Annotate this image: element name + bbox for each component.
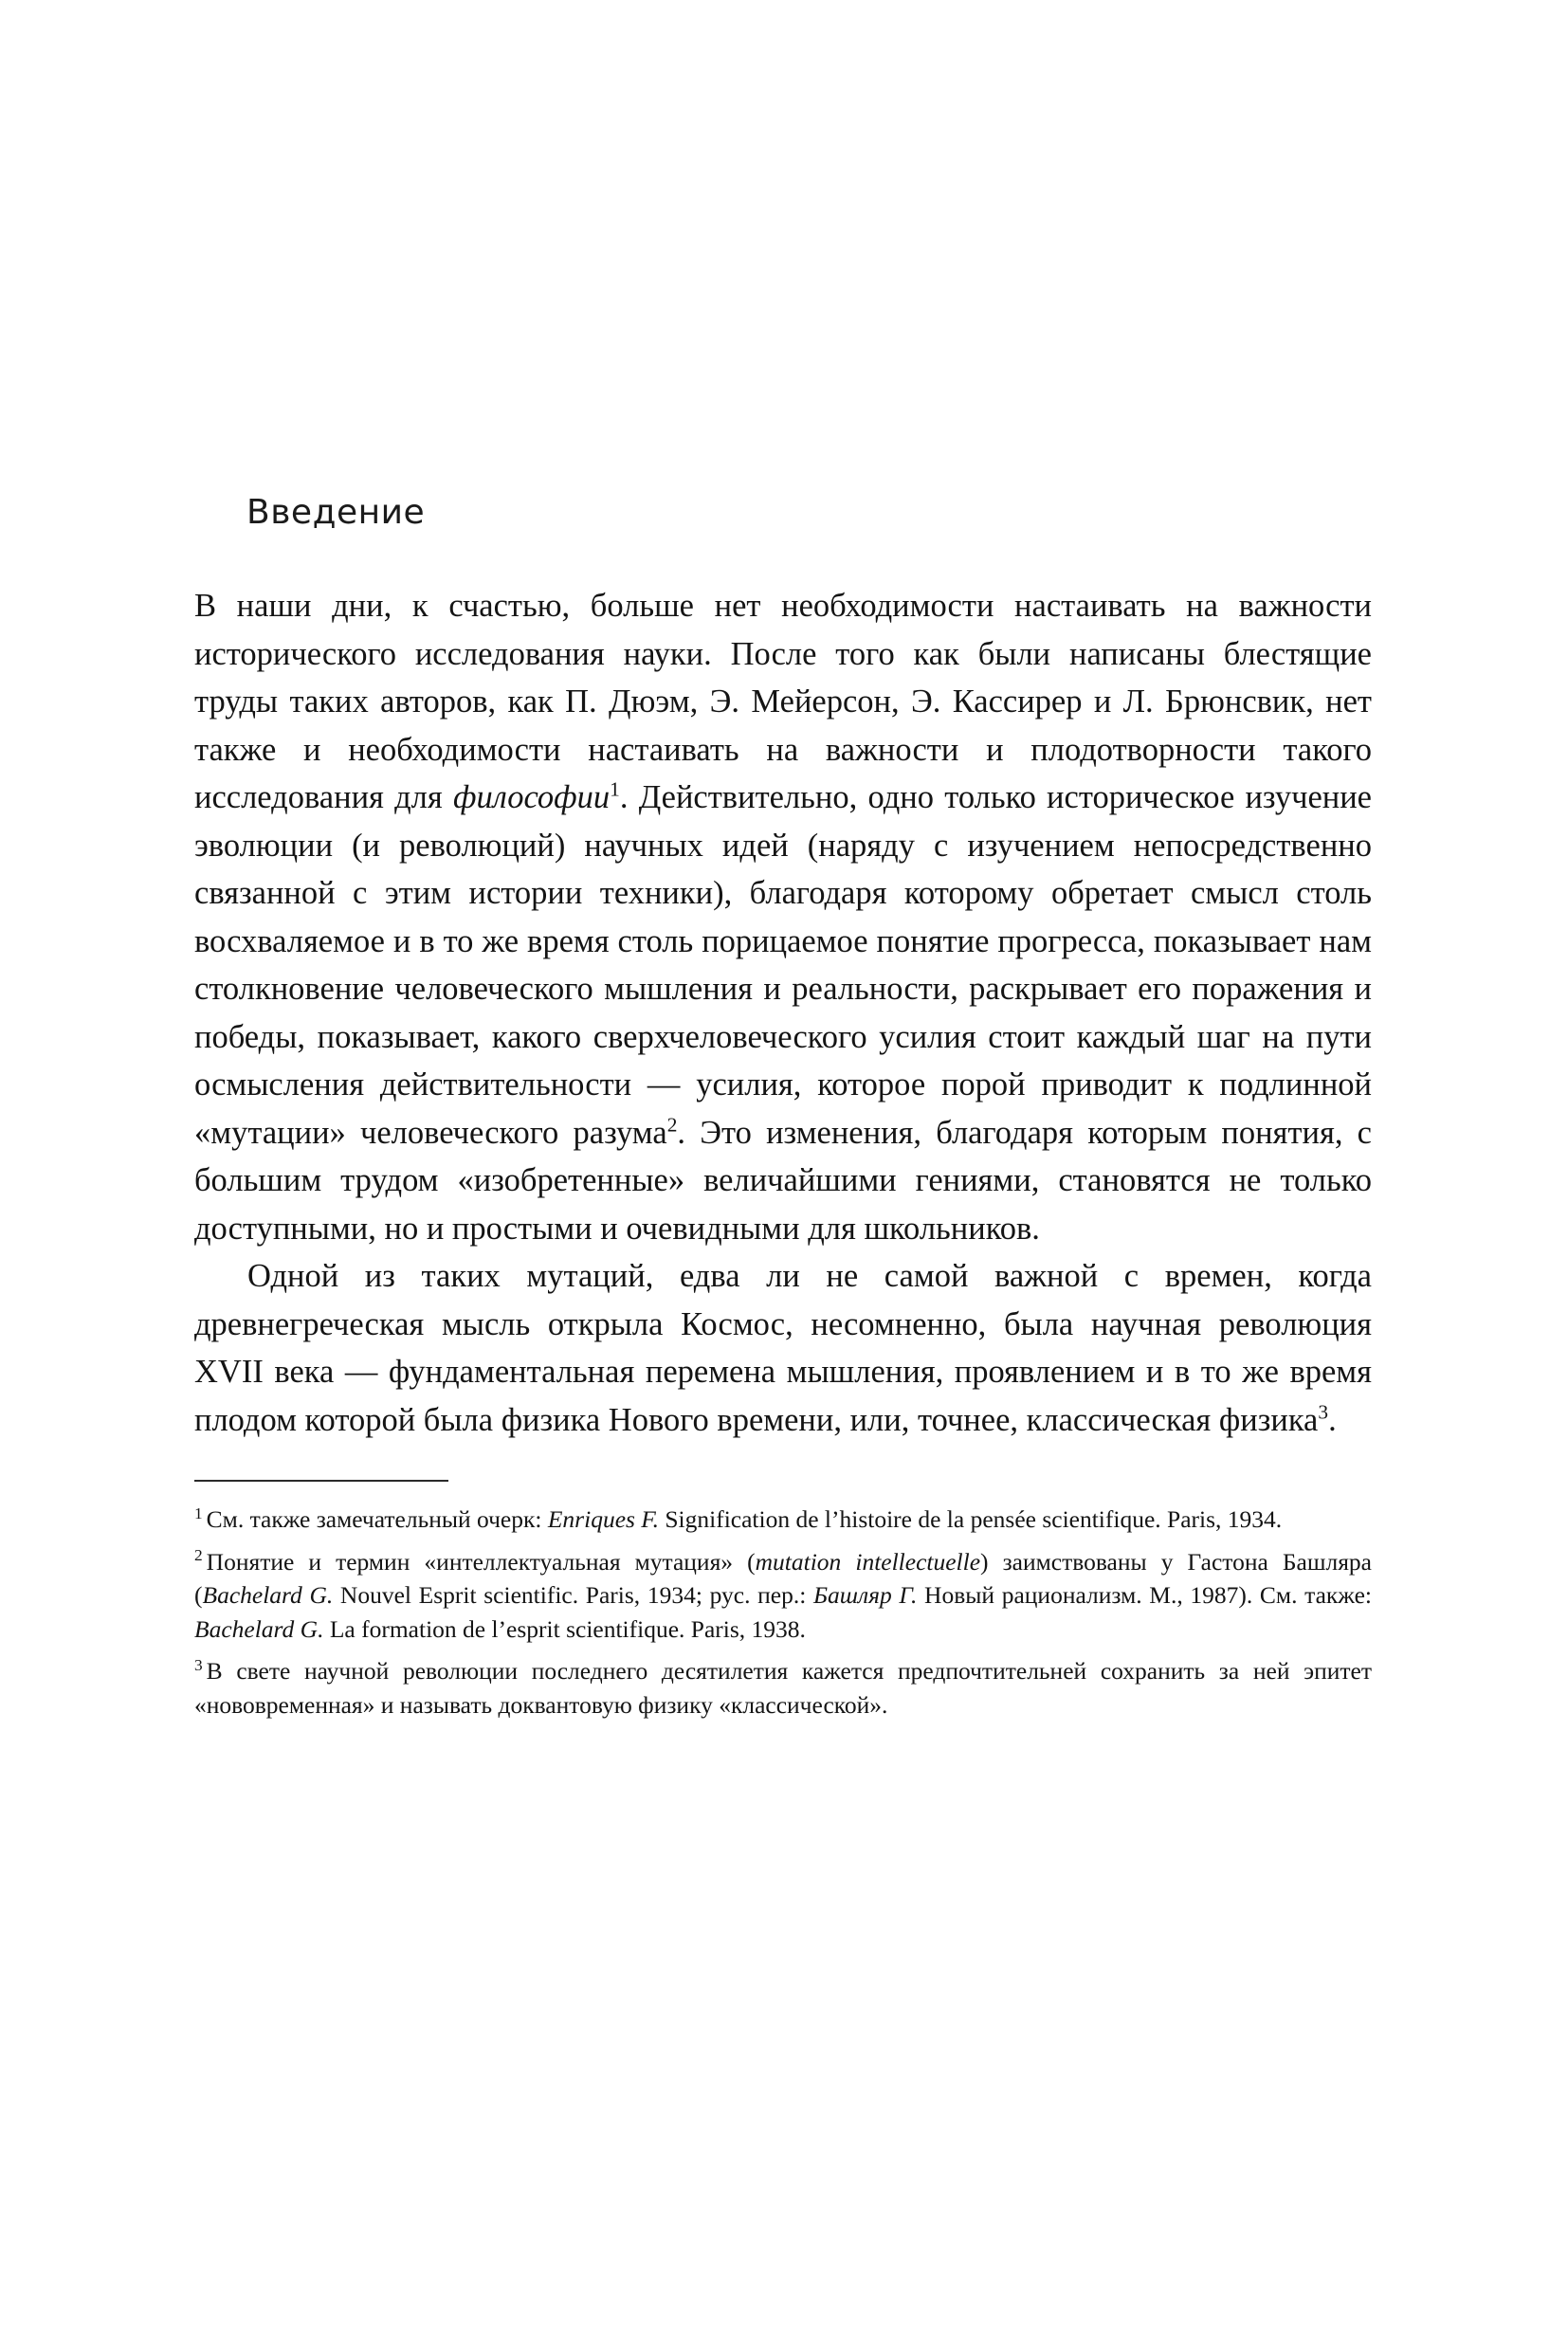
- text-run: Одной из таких мутаций, едва ли не самой важной с времен, когда древнегреческая мысль открыла Космос, несомненно, была научная революция XVII века — фундаментальная перемена мышления, проявлением и в то же время плодом которой была физика Нового времени, или, точнее, классическая физика: [194, 1258, 1372, 1438]
- text-run: .: [1328, 1401, 1337, 1438]
- body-paragraph: [194, 1252, 1372, 1444]
- text-run: Signification de l’histoire de la pensée scientifique. Paris, 1934.: [658, 1505, 1283, 1533]
- footnote-item: [194, 1503, 1372, 1537]
- footnote-reference[interactable]: 2: [666, 1113, 678, 1136]
- text-run: В свете научной революции последнего десятилетия кажется предпочтительней сохранить за ней эпитет «нововременная» и называть доквантовую физику «классической».: [194, 1657, 1372, 1719]
- text-run: Nouvel Esprit scientific. Paris, 1934; рус. пер.:: [333, 1581, 813, 1609]
- footnote-number: 2: [194, 1546, 203, 1564]
- text-run: La formation de l’esprit scientifique. Paris, 1938.: [323, 1614, 806, 1643]
- text-run: В наши дни, к счастью, больше нет необходимости настаивать на важности исторического исследования науки. После того как были написаны блестящие труды таких авторов, как П. Дюэм, Э. Мейерсон, Э. Кассирер и Л. Брюнсвик, нет также и необходимости настаивать на важности и плодотворности такого исследования для: [194, 588, 1372, 815]
- footnote-item: [194, 1654, 1372, 1722]
- italic-text: философии: [453, 779, 611, 815]
- footnote-item: [194, 1545, 1372, 1647]
- body-paragraph: [194, 582, 1372, 1252]
- page-title: Введение: [246, 493, 426, 532]
- text-run: Новый рационализм. М., 1987). См. также:: [917, 1581, 1372, 1609]
- footnote-number: 3: [194, 1655, 203, 1674]
- footnote-reference[interactable]: 1: [610, 777, 620, 801]
- text-run: См. также замечательный очерк:: [206, 1505, 548, 1533]
- body-paragraphs: [194, 582, 1372, 1444]
- text-run: ) заимствованы у Гастона Башляра (: [194, 1547, 1372, 1609]
- italic-text: Enriques F.: [547, 1505, 659, 1533]
- italic-text: Bachelard G.: [202, 1581, 334, 1609]
- italic-text: Башляр Г.: [812, 1581, 918, 1609]
- text-run: . Действительно, одно только историческое изучение эволюции (и революций) научных идей (наряду с изучением непосредственно связанной с этим истории техники), благодаря которому обретает смысл столь восхваляемое и в то же время столь порицаемое понятие прогресса, показывает нам столкновение человеческого мышления и реальности, раскрывает его поражения и победы, показывает, какого сверхчеловеческого усилия стоит каждый шаг на пути осмысления действительности — усилия, которое порой приводит к подлинной «мутации» человеческого разума: [194, 779, 1372, 1151]
- page-content: [194, 493, 1372, 1730]
- footnotes-block: [194, 1503, 1372, 1722]
- italic-text: Bachelard G.: [194, 1614, 324, 1643]
- text-run: . Это изменения, благодаря которым понятия, с большим трудом «изобретенные» величайшими гениями, становятся не только доступными, но и простыми и очевидными для школьников.: [194, 1114, 1372, 1247]
- footnote-separator-rule: [194, 1480, 448, 1482]
- footnote-reference[interactable]: 3: [1318, 1400, 1329, 1423]
- text-run: Понятие и термин «интеллектуальная мутация» (: [206, 1547, 756, 1576]
- italic-text: mutation intellectuelle: [755, 1547, 981, 1576]
- footnote-number: 1: [194, 1504, 203, 1522]
